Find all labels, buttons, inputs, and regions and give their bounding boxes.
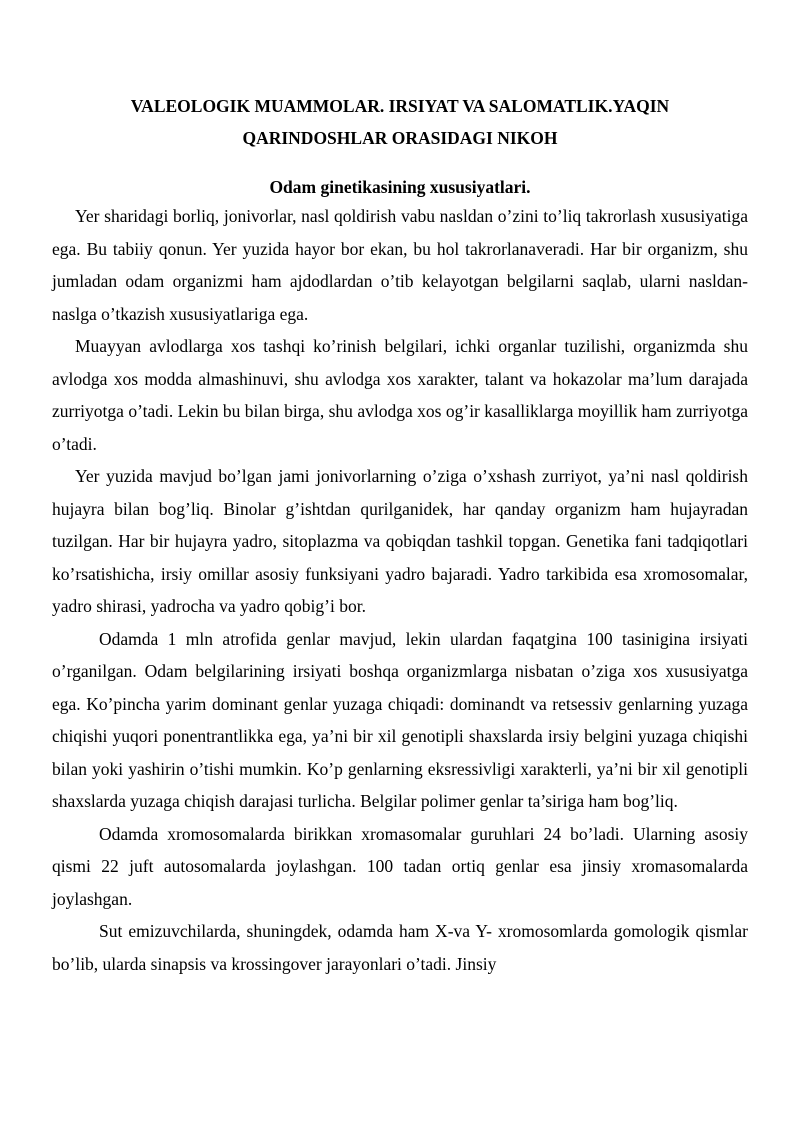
paragraph-6: Sut emizuvchilarda, shuningdek, odamda ham X-va Y- xromosomlarda gomologik qismlar bo’lib, ularda sinapsis va krossingover jarayonlari o’tadi. Jinsiy (52, 921, 748, 974)
paragraph-2: Muayyan avlodlarga xos tashqi ko’rinish belgilari, ichki organlar tuzilishi, organizmda shu avlodga xos modda almashinuvi, shu avlodga xos xarakter, talant va hokazolar ma’lum darajada zurriyotga o’tadi. Lekin bu bilan birga, shu avlodga xos og’ir kasalliklarga moyillik ham zurriyotga o’tadi. (52, 336, 748, 454)
document-title (52, 0, 748, 154)
section-subtitle: Odam ginetikasining xususiyatlari. (269, 177, 531, 197)
paragraph-1: Yer sharidagi borliq, jonivorlar, nasl qoldirish vabu nasldan o’zini to’liq takrorlash xususiyatiga ega. Bu tabiiy qonun. Yer yuzida hayor bor ekan, bu hol takrorlanaveradi. Har bir organizm, shu jumladan odam organizmi ham ajdodlardan o’tib kelayotgan belgilarni saqlab, ularni nasldan-naslga o’tkazish xususiyatlariga ega. (52, 206, 748, 324)
title-line-2: QARINDOSHLAR ORASIDAGI NIKOH (242, 128, 558, 148)
paragraph-3: Yer yuzida mavjud bo’lgan jami jonivorlarning o’ziga o’xshash zurriyot, ya’ni nasl qoldirish hujayra bilan bog’liq. Binolar g’ishtdan qurilganidek, har qanday organizm ham hujayradan tuzilgan. Har bir hujayra yadro, sitoplazma va qobiqdan tashkil topgan. Genetika fani tadqiqotlari ko’rsatishicha, irsiy omillar asosiy funksiyani yadro bajaradi. Yadro tarkibida esa xromosomalar, yadro shirasi, yadrocha va yadro qobig’i bor. (52, 466, 748, 616)
paragraph-5: Odamda xromosomalarda birikkan xromasomalar guruhlari 24 bo’ladi. Ularning asosiy qismi 22 juft autosomalarda joylashgan. 100 tadan ortiq genlar esa jinsiy xromasomalarda joylashgan. (52, 823, 748, 909)
title-line-1: VALEOLOGIK MUAMMOLAR. IRSIYAT VA SALOMATLIK.YAQIN (130, 96, 670, 116)
paragraph-4: Odamda 1 mln atrofida genlar mavjud, lekin ulardan faqatgina 100 tasinigina irsiyati o’rganilgan. Odam belgilarining irsiyati boshqa organizmlarga nisbatan o’ziga xos xususiyatga ega. Ko’pincha yarim dominant genlar yuzaga chiqadi: dominandt va retsessiv genlarning yuzaga chiqishi yuqori ponentrantlikka ega, ya’ni bir xil genotipli shaxslarda irsiy belgini yuzaga chiqishi bilan yoki yashirin o’tishi mumkin. Ko’p genlarning eksressivligi xarakterli, ya’ni bir xil genotipli shaxslarda yuzaga chiqish darajasi turlicha. Belgilar polimer genlar ta’siriga ham bog’liq. (52, 628, 748, 811)
